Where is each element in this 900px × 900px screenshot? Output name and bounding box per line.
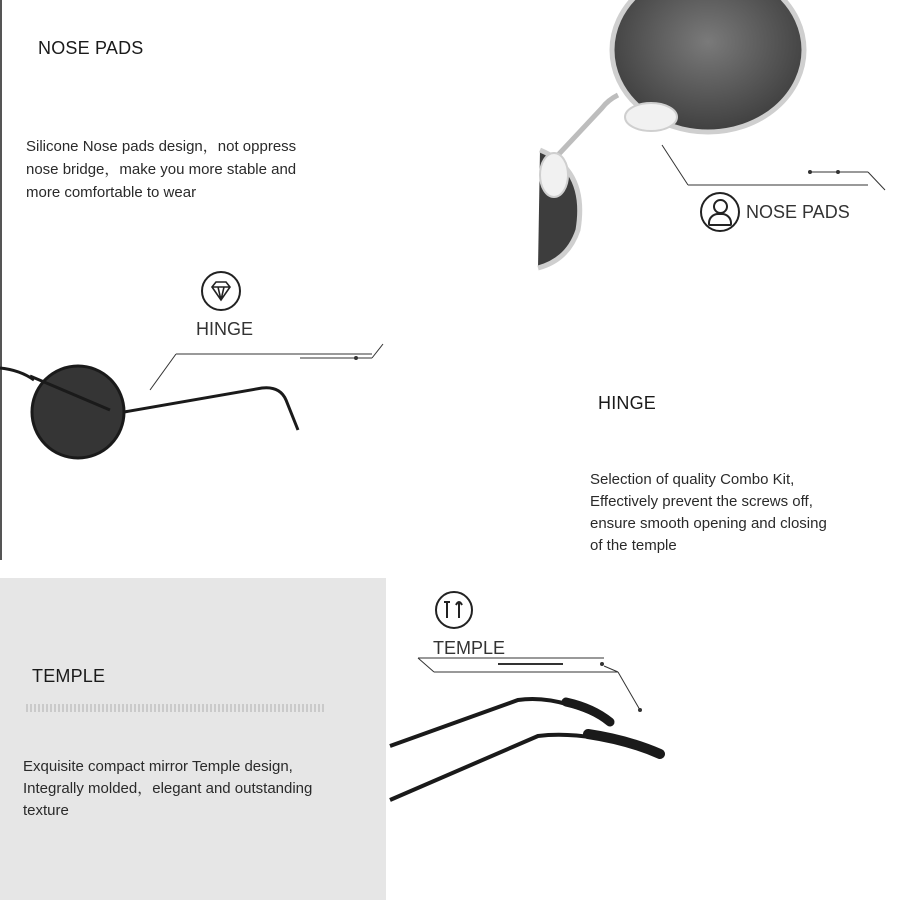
nose-pads-tag-label: NOSE PADS (746, 202, 850, 222)
temple-description (23, 756, 312, 822)
hinge-desc-line: of the temple (590, 537, 677, 554)
hinge-tag-label: HINGE (196, 319, 254, 339)
temple-tag-label: TEMPLE (433, 638, 506, 658)
nose-pads-desc-line: more comfortable to wear (26, 184, 197, 201)
left-edge-rule (0, 0, 2, 560)
hinge-description (590, 469, 827, 557)
diamond-icon (201, 271, 241, 311)
tools-icon-glyph (437, 593, 471, 627)
temple-desc-line: Exquisite compact mirror Temple design, (23, 758, 293, 775)
temple-desc-line: texture (23, 802, 69, 819)
nose-pads-desc-line: nose bridge，make you more stable and (26, 161, 297, 178)
nose-pads-desc-line: Silicone Nose pads design，not oppress (26, 138, 297, 155)
temple-heading: TEMPLE (32, 666, 106, 686)
hinge-heading: HINGE (598, 393, 657, 413)
person-icon (700, 192, 740, 232)
nose-pads-description (26, 135, 296, 204)
diamond-icon-glyph (203, 273, 239, 309)
hinge-desc-line: ensure smooth opening and closing (590, 515, 827, 532)
temple-desc-line: Integrally molded，elegant and outstanding (23, 780, 313, 797)
tools-icon (435, 591, 473, 629)
hinge-product-image (0, 340, 390, 470)
hinge-desc-line: Effectively prevent the screws off, (590, 493, 813, 510)
hinge-desc-line: Selection of quality Combo Kit, (590, 471, 795, 488)
fine-print-decoration (26, 704, 326, 712)
nose-pads-heading: NOSE PADS (38, 38, 144, 58)
temple-product-image (388, 650, 678, 810)
temple-text-panel (0, 578, 386, 900)
